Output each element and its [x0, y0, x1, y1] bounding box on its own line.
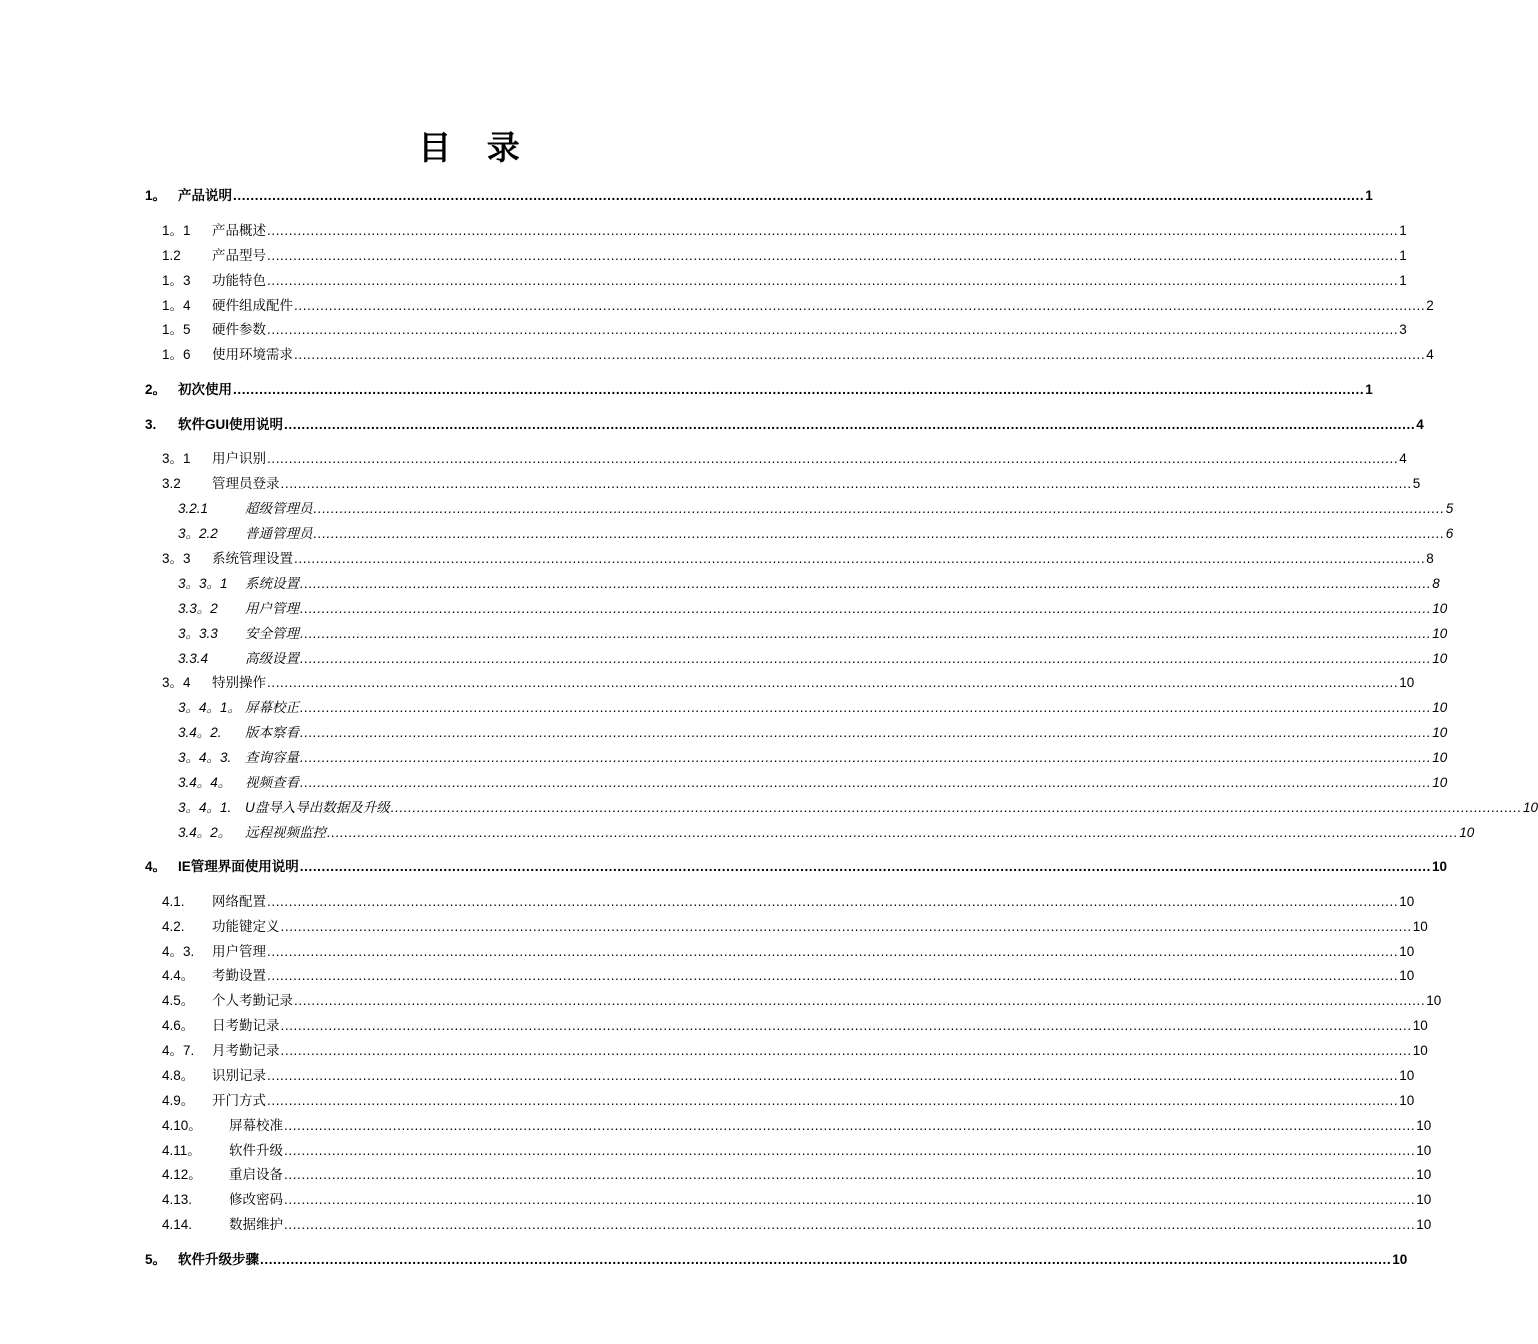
dot-leader: ....................................................................................................................................................................................................................................................................	[267, 248, 1399, 263]
toc-entry-page-number: 10	[1412, 1018, 1428, 1033]
toc-entry-page-number: 10	[1416, 1118, 1432, 1133]
toc-entry-page-number: 10	[1412, 1043, 1428, 1058]
toc-entry-page-number: 10	[1432, 775, 1448, 790]
toc-entry-number: 4。3.	[162, 944, 195, 959]
toc-entry-number: 1。4	[162, 298, 191, 313]
toc-entry-number: 4。7.	[162, 1043, 195, 1058]
toc-entry[interactable]	[162, 219, 1407, 239]
toc-entry-page-number: 10	[1399, 675, 1415, 690]
dot-leader: ....................................................................................................................................................................................................................................................................	[280, 1018, 1412, 1033]
toc-entry-number: 4.9。	[162, 1093, 195, 1108]
dot-leader: ....................................................................................................................................................................................................................................................................	[267, 675, 1399, 690]
toc-entry-title: 个人考勤记录	[212, 993, 293, 1008]
toc-entry-page-number: 10	[1431, 859, 1447, 874]
dot-leader: ....................................................................................................................................................................................................................................................................	[260, 1252, 1392, 1267]
toc-entry-page-number: 8	[1432, 576, 1440, 591]
toc-entry[interactable]	[162, 472, 1421, 492]
toc-entry[interactable]	[162, 1039, 1428, 1059]
dot-leader: ....................................................................................................................................................................................................................................................................	[299, 859, 1431, 874]
toc-entry-page-number: 4	[1399, 451, 1407, 466]
dot-leader: ....................................................................................................................................................................................................................................................................	[313, 526, 1445, 541]
toc-entry[interactable]	[162, 244, 1407, 264]
toc-entry-page-number: 2	[1426, 298, 1434, 313]
toc-entry[interactable]	[162, 1114, 1432, 1134]
toc-entry-page-number: 5	[1445, 501, 1454, 516]
toc-entry-title: 软件升级步骤	[178, 1252, 259, 1267]
toc-entry-title: 屏幕校准	[229, 1118, 283, 1133]
toc-entry-title: 普通管理员	[245, 526, 313, 541]
dot-leader: ....................................................................................................................................................................................................................................................................	[300, 626, 1432, 641]
toc-entry-page-number: 10	[1399, 968, 1415, 983]
toc-entry-number: 3.4。2。	[178, 825, 232, 840]
toc-entry[interactable]	[162, 1188, 1432, 1208]
toc-entry[interactable]	[162, 1139, 1432, 1159]
toc-entry[interactable]	[178, 522, 1454, 542]
dot-leader: ....................................................................................................................................................................................................................................................................	[390, 800, 1522, 815]
toc-entry-number: 3。3.3	[178, 626, 218, 641]
toc-entry-page-number: 4	[1416, 417, 1424, 432]
toc-entry-title: 考勤设置	[212, 968, 266, 983]
toc-entry-number: 3.	[145, 417, 157, 432]
dot-leader: ....................................................................................................................................................................................................................................................................	[300, 601, 1432, 616]
toc-entry[interactable]	[178, 746, 1448, 766]
toc-entry[interactable]	[145, 378, 1373, 398]
dot-leader: ....................................................................................................................................................................................................................................................................	[233, 382, 1365, 397]
toc-entry-title: 远程视频监控	[245, 825, 326, 840]
toc-entry-number: 4.11。	[162, 1143, 201, 1158]
toc-entry-title: 系统管理设置	[212, 551, 293, 566]
toc-entry-title: 版本察看	[245, 725, 299, 740]
toc-entry-page-number: 10	[1399, 944, 1415, 959]
dot-leader: ....................................................................................................................................................................................................................................................................	[284, 1192, 1416, 1207]
toc-entry-title: 初次使用	[178, 382, 232, 397]
toc-entry-number: 4.13.	[162, 1192, 193, 1207]
toc-entry-number: 1。5	[162, 322, 191, 337]
toc-entry-title: 网络配置	[212, 894, 266, 909]
dot-leader: ....................................................................................................................................................................................................................................................................	[267, 968, 1399, 983]
dot-leader: ....................................................................................................................................................................................................................................................................	[280, 1043, 1412, 1058]
toc-entry-number: 3。4。3.	[178, 750, 232, 765]
toc-entry-page-number: 10	[1416, 1167, 1432, 1182]
toc-entry-title: 软件升级	[229, 1143, 283, 1158]
toc-entry-number: 4.1.	[162, 894, 185, 909]
toc-entry[interactable]	[162, 1089, 1415, 1109]
toc-entry-number: 4.6。	[162, 1018, 195, 1033]
toc-entry[interactable]	[178, 696, 1448, 716]
dot-leader: ....................................................................................................................................................................................................................................................................	[267, 273, 1399, 288]
toc-entry-title: 用户管理	[212, 944, 266, 959]
dot-leader: ....................................................................................................................................................................................................................................................................	[267, 451, 1399, 466]
toc-entry-number: 3。1	[162, 451, 191, 466]
toc-entry-number: 3.3。2	[178, 601, 218, 616]
toc-entry-number: 3。3。1	[178, 576, 228, 591]
dot-leader: ....................................................................................................................................................................................................................................................................	[284, 1167, 1416, 1182]
toc-entry-page-number: 4	[1426, 347, 1434, 362]
toc-entry-title: 功能键定义	[212, 919, 280, 934]
toc-entry-title: 硬件参数	[212, 322, 266, 337]
toc-entry-page-number: 10	[1399, 1093, 1415, 1108]
dot-leader: ....................................................................................................................................................................................................................................................................	[267, 223, 1399, 238]
dot-leader: ....................................................................................................................................................................................................................................................................	[233, 188, 1365, 203]
toc-entry-number: 4.5。	[162, 993, 195, 1008]
toc-entry[interactable]	[162, 940, 1415, 960]
toc-entry-number: 1。3	[162, 273, 191, 288]
toc-entry-page-number: 10	[1412, 919, 1428, 934]
toc-entry[interactable]	[162, 1213, 1432, 1233]
toc-entry[interactable]	[145, 1248, 1408, 1268]
toc-entry-number: 3.4。2.	[178, 725, 222, 740]
toc-entry-page-number: 6	[1445, 526, 1454, 541]
toc-entry-page-number: 10	[1399, 894, 1415, 909]
toc-entry-number: 4.10。	[162, 1118, 202, 1133]
toc-entry-page-number: 5	[1412, 476, 1421, 491]
toc-entry-page-number: 3	[1399, 322, 1407, 337]
toc-entry-title: U盘导入导出数据及升级	[245, 800, 390, 815]
toc-title: 目 录	[418, 128, 532, 167]
toc-entry-title: 用户管理	[245, 601, 299, 616]
toc-entry[interactable]	[162, 989, 1442, 1009]
toc-entry[interactable]	[178, 721, 1448, 741]
dot-leader: ....................................................................................................................................................................................................................................................................	[294, 551, 1426, 566]
toc-entry-number: 4.12。	[162, 1167, 202, 1182]
toc-entry-number: 1.2	[162, 248, 181, 263]
toc-entry-number: 3.2	[162, 476, 181, 491]
toc-entry-title: 使用环境需求	[212, 347, 293, 362]
toc-entry-page-number: 10	[1392, 1252, 1408, 1267]
toc-entry-title: 高级设置	[245, 651, 299, 666]
toc-entry[interactable]	[162, 890, 1415, 910]
toc-entry[interactable]	[162, 447, 1407, 467]
toc-entry[interactable]	[178, 771, 1448, 791]
toc-entry-number: 4.14.	[162, 1217, 193, 1232]
toc-entry-title: 管理员登录	[212, 476, 280, 491]
toc-entry-number: 3。4。1.	[178, 800, 232, 815]
toc-entry[interactable]	[178, 821, 1475, 841]
dot-leader: ....................................................................................................................................................................................................................................................................	[284, 1118, 1416, 1133]
toc-entry-page-number: 10	[1432, 651, 1448, 666]
toc-entry-number: 1。	[145, 188, 167, 203]
toc-entry-title: 识别记录	[212, 1068, 266, 1083]
toc-entry-title: 屏幕校正	[245, 700, 299, 715]
toc-entry-number: 3。4	[162, 675, 191, 690]
toc-entry[interactable]	[145, 184, 1373, 204]
dot-leader: ....................................................................................................................................................................................................................................................................	[313, 501, 1445, 516]
dot-leader: ....................................................................................................................................................................................................................................................................	[284, 1143, 1416, 1158]
toc-entry-page-number: 10	[1522, 800, 1538, 815]
dot-leader: ....................................................................................................................................................................................................................................................................	[267, 1068, 1399, 1083]
toc-entry[interactable]	[162, 964, 1415, 984]
dot-leader: ....................................................................................................................................................................................................................................................................	[284, 417, 1416, 432]
toc-entry-title: 硬件组成配件	[212, 298, 293, 313]
toc-entry[interactable]	[162, 671, 1415, 691]
dot-leader: ....................................................................................................................................................................................................................................................................	[267, 944, 1399, 959]
toc-entry[interactable]	[178, 796, 1538, 816]
toc-entry-page-number: 10	[1459, 825, 1475, 840]
toc-entry-title: 修改密码	[229, 1192, 283, 1207]
toc-entry-title: 开门方式	[212, 1093, 266, 1108]
toc-entry-number: 4。	[145, 859, 167, 874]
toc-entry-page-number: 10	[1416, 1143, 1432, 1158]
toc-entry-number: 3.3.4	[178, 651, 209, 666]
toc-entry-number: 3.2.1	[178, 501, 209, 516]
toc-entry-page-number: 1	[1399, 273, 1407, 288]
dot-leader: ....................................................................................................................................................................................................................................................................	[280, 919, 1412, 934]
toc-entry-page-number: 1	[1399, 223, 1407, 238]
toc-entry[interactable]	[178, 572, 1440, 592]
toc-entry-page-number: 1	[1365, 382, 1373, 397]
dot-leader: ....................................................................................................................................................................................................................................................................	[300, 725, 1432, 740]
toc-entry-number: 2。	[145, 382, 167, 397]
toc-entry-number: 1。1	[162, 223, 191, 238]
toc-entry-page-number: 10	[1432, 626, 1448, 641]
toc-entry[interactable]	[162, 269, 1407, 289]
toc-entry-title: 产品型号	[212, 248, 266, 263]
toc-entry-page-number: 10	[1432, 750, 1448, 765]
toc-entry-number: 3。3	[162, 551, 191, 566]
dot-leader: ....................................................................................................................................................................................................................................................................	[300, 700, 1432, 715]
toc-entry-number: 3.4。4。	[178, 775, 232, 790]
toc-entry-title: 超级管理员	[245, 501, 313, 516]
toc-entry-number: 4.4。	[162, 968, 195, 983]
toc-entry-page-number: 10	[1416, 1192, 1432, 1207]
dot-leader: ....................................................................................................................................................................................................................................................................	[300, 750, 1432, 765]
toc-entry[interactable]	[162, 343, 1434, 363]
toc-entry-title: 查询容量	[245, 750, 299, 765]
toc-entry-title: 视频查看	[245, 775, 299, 790]
toc-entry-page-number: 10	[1426, 993, 1442, 1008]
toc-entry-page-number: 10	[1432, 725, 1448, 740]
toc-entry[interactable]	[178, 647, 1448, 667]
toc-entry[interactable]	[162, 547, 1434, 567]
dot-leader: ....................................................................................................................................................................................................................................................................	[267, 894, 1399, 909]
toc-entry[interactable]	[162, 1163, 1432, 1183]
toc-entry-number: 5。	[145, 1252, 167, 1267]
dot-leader: ....................................................................................................................................................................................................................................................................	[267, 1093, 1399, 1108]
dot-leader: ....................................................................................................................................................................................................................................................................	[294, 298, 1426, 313]
toc-entry[interactable]	[178, 497, 1454, 517]
dot-leader: ....................................................................................................................................................................................................................................................................	[294, 347, 1426, 362]
toc-entry-page-number: 10	[1416, 1217, 1432, 1232]
toc-entry-page-number: 10	[1432, 700, 1448, 715]
toc-entry-title: 功能特色	[212, 273, 266, 288]
toc-entry-title: 重启设备	[229, 1167, 283, 1182]
toc-entry-number: 4.2.	[162, 919, 185, 934]
toc-entry-title: 日考勤记录	[212, 1018, 280, 1033]
toc-entry[interactable]	[162, 318, 1407, 338]
toc-entry-page-number: 1	[1399, 248, 1407, 263]
toc-entry[interactable]	[178, 597, 1448, 617]
dot-leader: ....................................................................................................................................................................................................................................................................	[300, 576, 1432, 591]
toc-entry-title: 产品概述	[212, 223, 266, 238]
toc-entry-title: 月考勤记录	[212, 1043, 280, 1058]
toc-entry[interactable]	[162, 1014, 1428, 1034]
toc-entry[interactable]	[162, 294, 1434, 314]
toc-entry-title: IE管理界面使用说明	[178, 859, 299, 874]
toc-entry-title: 用户识别	[212, 451, 266, 466]
dot-leader: ....................................................................................................................................................................................................................................................................	[327, 825, 1459, 840]
toc-entry[interactable]	[145, 413, 1424, 433]
toc-entry[interactable]	[162, 1064, 1415, 1084]
toc-entry-number: 3。2.2	[178, 526, 218, 541]
dot-leader: ....................................................................................................................................................................................................................................................................	[267, 322, 1399, 337]
toc-entry-title: 软件GUI使用说明	[178, 417, 284, 432]
toc-entry-title: 数据维护	[229, 1217, 283, 1232]
toc-entry-number: 1。6	[162, 347, 191, 362]
toc-entry-page-number: 1	[1365, 188, 1373, 203]
toc-entry-page-number: 10	[1399, 1068, 1415, 1083]
toc-entry-title: 特别操作	[212, 675, 266, 690]
dot-leader: ....................................................................................................................................................................................................................................................................	[280, 476, 1412, 491]
dot-leader: ....................................................................................................................................................................................................................................................................	[294, 993, 1426, 1008]
toc-entry-number: 4.8。	[162, 1068, 195, 1083]
toc-entry-number: 3。4。1。	[178, 700, 242, 715]
toc-entry[interactable]	[162, 915, 1428, 935]
toc-entry[interactable]	[178, 622, 1448, 642]
toc-entry-page-number: 8	[1426, 551, 1434, 566]
toc-entry-title: 系统设置	[245, 576, 299, 591]
toc-entry-title: 产品说明	[178, 188, 232, 203]
dot-leader: ....................................................................................................................................................................................................................................................................	[284, 1217, 1416, 1232]
toc-entry-page-number: 10	[1432, 601, 1448, 616]
toc-entry[interactable]	[145, 855, 1447, 875]
dot-leader: ....................................................................................................................................................................................................................................................................	[300, 775, 1432, 790]
dot-leader: ....................................................................................................................................................................................................................................................................	[300, 651, 1432, 666]
toc-entry-title: 安全管理	[245, 626, 299, 641]
